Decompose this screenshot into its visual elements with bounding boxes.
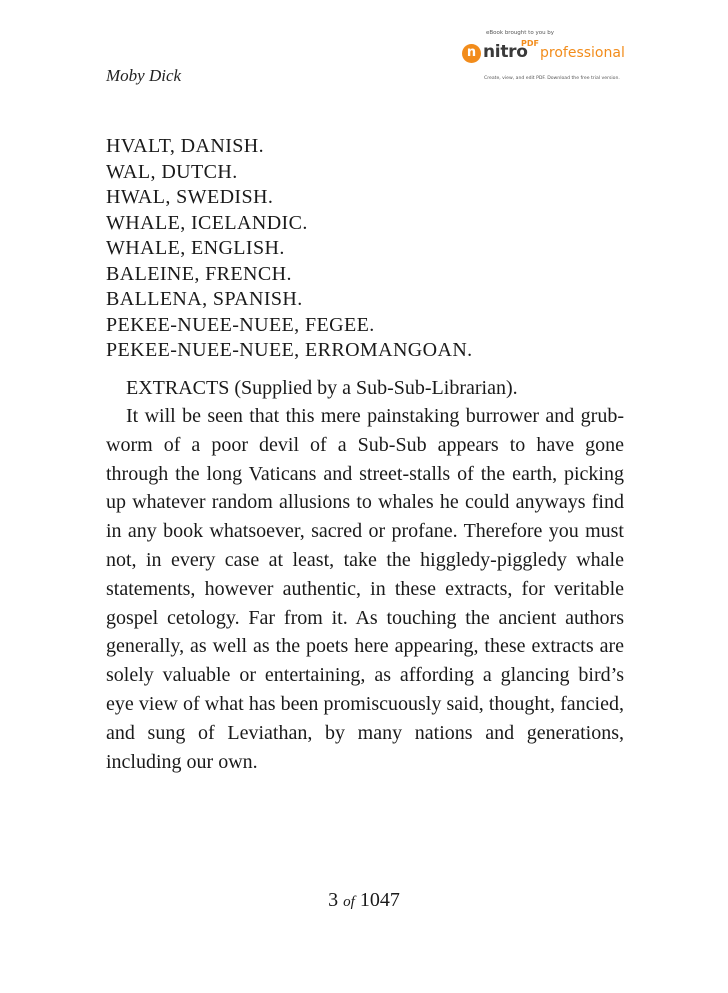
nitro-logo-icon: n [462,44,481,63]
whale-name-item: BALEINE, FRENCH. [106,262,292,285]
banner-tagline: Create, view, and edit PDF. Download the free trial version. [484,76,620,81]
banner-brand: nitro [483,42,528,62]
banner-brand-sup: PDF [521,39,539,48]
page-number [0,889,728,912]
whale-name-item: WHALE, ICELANDIC. [106,211,308,234]
extracts-heading: EXTRACTS (Supplied by a Sub-Sub-Librarian). [126,377,518,399]
whale-name-item: PEKEE-NUEE-NUEE, FEGEE. [106,313,375,336]
whale-name-item: WHALE, ENGLISH. [106,237,285,259]
whale-name-item: HWAL, SWEDISH. [106,186,274,208]
whale-names-list [106,134,473,364]
whale-name-item: BALLENA, SPANISH. [106,288,303,310]
page-current: 3 [328,889,339,911]
running-title: Moby Dick [106,66,182,85]
whale-name-item: PEKEE-NUEE-NUEE, ERROMANGOAN. [106,339,473,361]
banner-top-text: eBook brought to you by [486,30,555,36]
whale-name-item: WAL, DUTCH. [106,160,238,183]
nitro-banner[interactable] [462,30,632,86]
banner-product: professional [540,45,625,61]
body-paragraph: It will be seen that this mere painstaking burrower and grub-worm of a poor devil of a Sub-Sub appears to have gone through the long Vaticans and street-stalls of the earth, picking up whatever random allusions to whales he could anyways find in any book whatsoever, sacred or profane. Therefore you must not, in every case at least, take the higgledy-piggledy whale statements, however authentic, in these extracts, for veritable gospel cetology. Far from it. As touching the ancient authors generally, as well as the poets here appearing, these extracts are solely valuable or entertaining, as affording a glancing bird’s eye view of what has been promiscuously said, thought, fancied, and sung of Leviathan, by many nations and generations, including our own. [106,405,624,773]
whale-name-item: HVALT, DANISH. [106,135,265,157]
page-total: 1047 [359,889,400,911]
page-of: of [343,894,355,910]
